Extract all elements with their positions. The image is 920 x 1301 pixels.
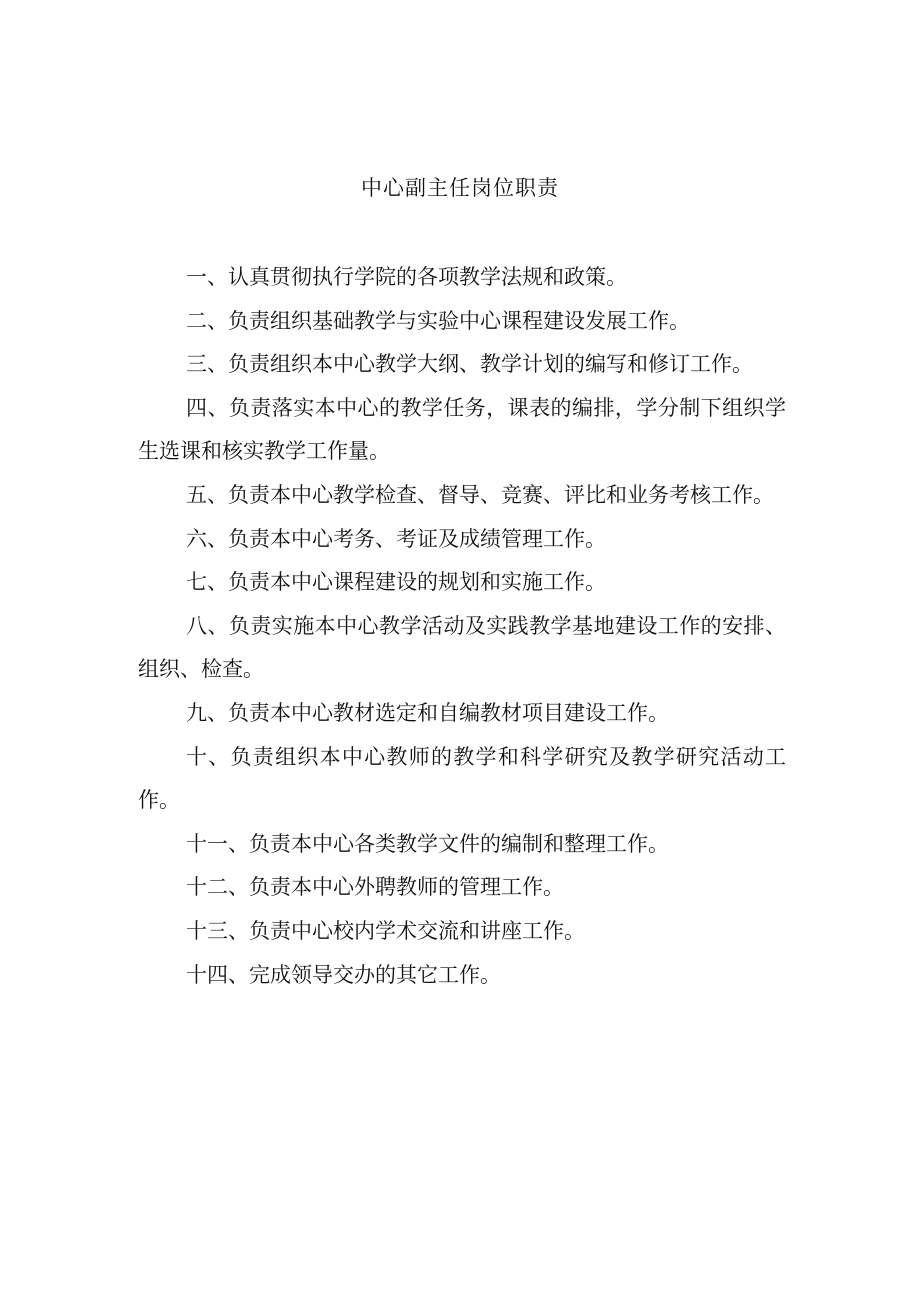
duty-item-3: 三、负责组织本中心教学大纲、教学计划的编写和修订工作。 — [186, 352, 753, 377]
document-title: 中心副主任岗位职责 — [361, 176, 559, 200]
duty-item-14: 十四、完成领导交办的其它工作。 — [186, 962, 501, 987]
duty-item-12: 十二、负责本中心外聘教师的管理工作。 — [186, 875, 564, 900]
duty-item-5: 五、负责本中心教学检查、督导、竞赛、评比和业务考核工作。 — [186, 482, 774, 507]
duty-item-9: 九、负责本中心教材选定和自编教材项目建设工作。 — [186, 700, 669, 725]
duty-item-8: 八、负责实施本中心教学活动及实践教学基地建设工作的安排、组织、检查。 — [138, 613, 786, 682]
duty-item-6: 六、负责本中心考务、考证及成绩管理工作。 — [186, 526, 606, 551]
duty-item-10: 十、负责组织本中心教师的教学和科学研究及教学研究活动工作。 — [138, 744, 786, 813]
duty-item-1: 一、认真贯彻执行学院的各项教学法规和政策。 — [186, 265, 627, 289]
duty-item-7: 七、负责本中心课程建设的规划和实施工作。 — [186, 570, 606, 595]
duty-item-13: 十三、负责中心校内学术交流和讲座工作。 — [186, 918, 585, 943]
duty-item-2: 二、负责组织基础教学与实验中心课程建设发展工作。 — [186, 308, 690, 333]
duty-item-4: 四、负责落实本中心的教学任务，课表的编排，学分制下组织学生选课和核实教学工作量。 — [138, 395, 786, 464]
duty-list — [138, 256, 786, 997]
duty-item-11: 十一、负责本中心各类教学文件的编制和整理工作。 — [186, 831, 669, 856]
